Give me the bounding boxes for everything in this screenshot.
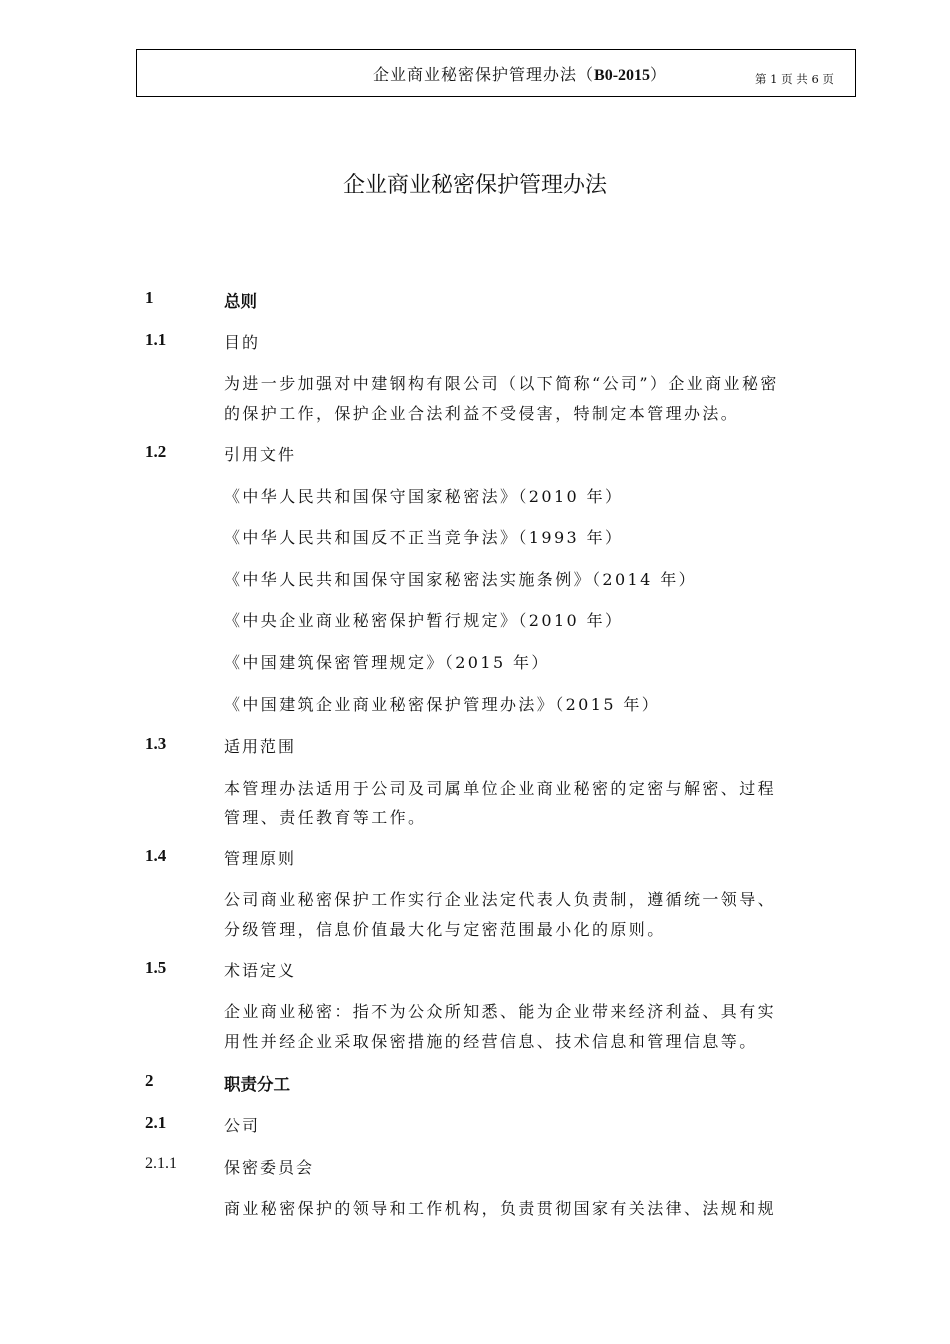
paragraph-line: 企业商业秘密：指不为公众所知悉、能为企业带来经济利益、具有实 <box>224 1002 777 1021</box>
page-number: 第 1 页 共 6 页 <box>755 72 834 86</box>
section-number: 1.2 <box>145 442 167 461</box>
page-header <box>136 49 856 97</box>
section-number: 2 <box>145 1071 154 1090</box>
section-heading: 管理原则 <box>224 849 297 868</box>
section-heading: 公司 <box>224 1116 261 1135</box>
paragraph-line: 用性并经企业采取保密措施的经营信息、技术信息和管理信息等。 <box>224 1032 758 1051</box>
section-number: 1.5 <box>145 958 167 977</box>
header-title-suffix: ） <box>650 65 668 84</box>
section-number: 1.1 <box>145 330 167 349</box>
section-heading: 术语定义 <box>224 961 297 980</box>
section-heading: 职责分工 <box>224 1075 290 1094</box>
header-title-code: B0-2015 <box>594 67 651 84</box>
header-title <box>373 62 667 85</box>
section-heading: 总则 <box>224 292 257 311</box>
paragraph-line: 的保护工作，保护企业合法利益不受侵害，特制定本管理办法。 <box>224 404 740 423</box>
paragraph-line: 商业秘密保护的领导和工作机构，负责贯彻国家有关法律、法规和规 <box>224 1199 777 1218</box>
paragraph-line: 分级管理，信息价值最大化与定密范围最小化的原则。 <box>224 920 666 939</box>
section-heading: 保密委员会 <box>224 1158 315 1177</box>
section-heading: 目的 <box>224 333 261 352</box>
paragraph-line: 本管理办法适用于公司及司属单位企业商业秘密的定密与解密、过程 <box>224 779 777 798</box>
section-heading: 引用文件 <box>224 445 297 464</box>
reference-item: 《中央企业商业秘密保护暂行规定》（2010 年） <box>224 611 624 630</box>
reference-item: 《中国建筑保密管理规定》（2015 年） <box>224 653 550 672</box>
section-number: 1.3 <box>145 734 167 753</box>
reference-item: 《中华人民共和国保守国家秘密法实施条例》（2014 年） <box>224 570 698 589</box>
reference-item: 《中国建筑企业商业秘密保护管理办法》（2015 年） <box>224 695 661 714</box>
header-title-prefix: 企业商业秘密保护管理办法（ <box>373 65 595 84</box>
document-title: 企业商业秘密保护管理办法 <box>342 173 607 198</box>
paragraph-line: 管理、责任教育等工作。 <box>224 808 427 827</box>
paragraph-line: 公司商业秘密保护工作实行企业法定代表人负责制，遵循统一领导、 <box>224 890 777 909</box>
reference-item: 《中华人民共和国反不正当竞争法》（1993 年） <box>224 528 624 547</box>
section-heading: 适用范围 <box>224 737 297 756</box>
reference-item: 《中华人民共和国保守国家秘密法》（2010 年） <box>224 487 624 506</box>
section-number: 2.1.1 <box>145 1155 177 1172</box>
section-number: 1.4 <box>145 846 167 865</box>
section-number: 2.1 <box>145 1113 167 1132</box>
section-number: 1 <box>145 288 154 307</box>
paragraph-line: 为进一步加强对中建钢构有限公司（以下简称“公司”）企业商业秘密 <box>224 374 779 393</box>
